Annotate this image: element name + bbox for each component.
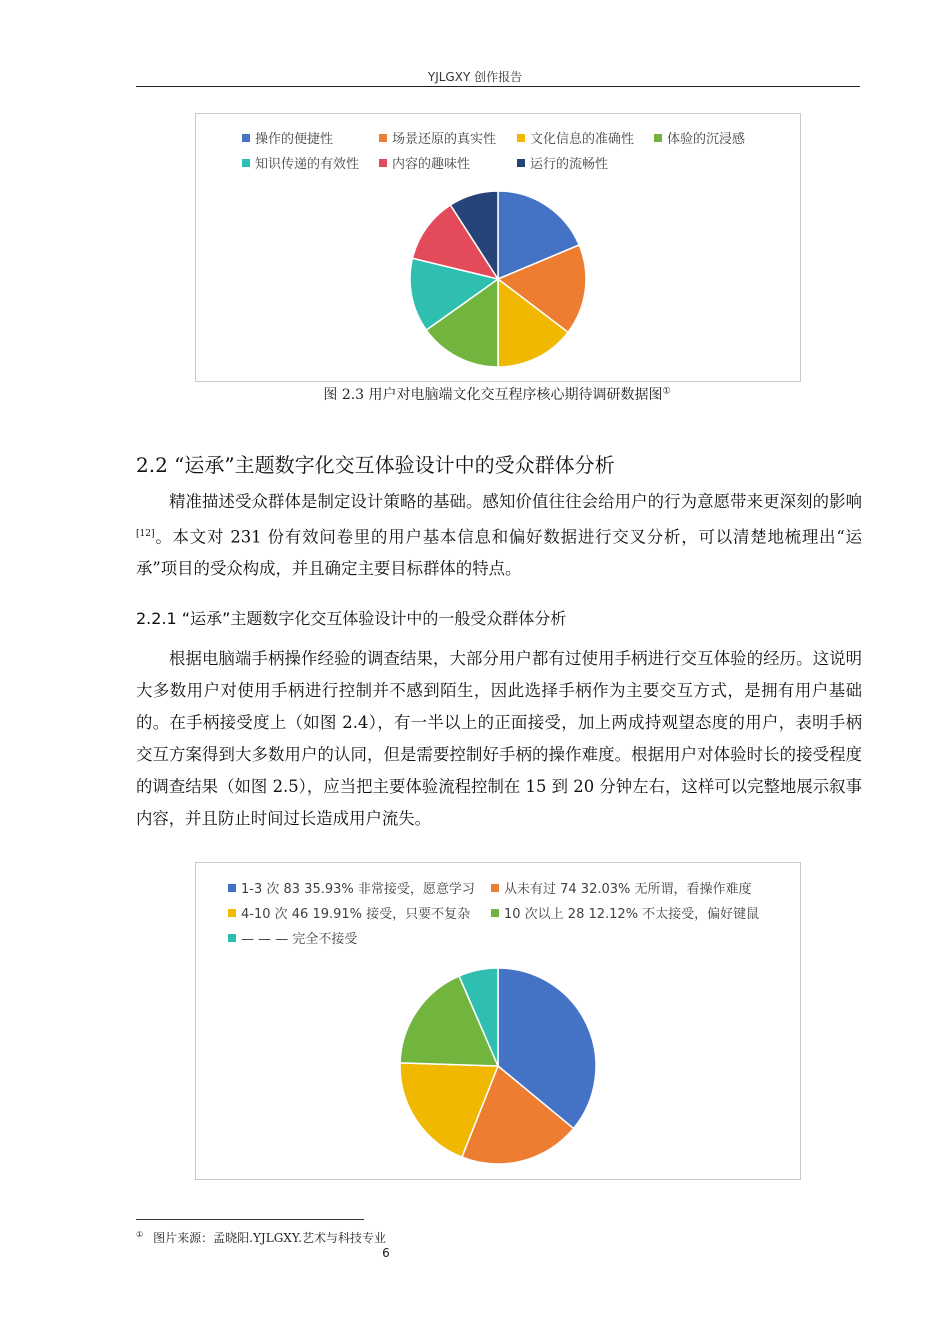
legend-label: 内容的趣味性 <box>392 157 471 172</box>
chart-expectations <box>195 113 801 382</box>
paragraph-audience <box>136 486 862 585</box>
chart-gamepad-acceptance <box>195 862 801 1180</box>
subsection-heading: 2.2.1 “运承”主题数字化交互体验设计中的一般受众群体分析 <box>136 609 567 628</box>
legend-label: — — — 完全不接受 <box>241 932 358 947</box>
legend-label: 10 次以上 28 12.12% 不太接受，偏好键鼠 <box>504 907 760 922</box>
paragraph-text: 精准描述受众群体是制定设计策略的基础。感知价值往往会给用户的行为意愿带来更深刻的影响 <box>169 492 862 511</box>
paragraph-gamepad: 根据电脑端手柄操作经验的调查结果，大部分用户都有过使用手柄进行交互体验的经历。这说明大多数用户对使用手柄进行控制并不感到陌生，因此选择手柄作为主要交互方式，是拥有用户基础的。在手柄接受度上（如图 2.4），有一半以上的正面接受，加上两成持观望态度的用户，表明手柄交互方案得到大多数用户的认同，但是需要控制好手柄的操作难度。根据用户对体验时长的接受程度的调查结果（如图 2.5），应当把主要体验流程控制在 15 到 20 分钟左右，这样可以完整地展示叙事内容，并且防止时间过长造成用户流失。 <box>136 649 862 828</box>
citation-ref: [12] <box>136 529 155 539</box>
footnote-mark: ① <box>136 1230 144 1239</box>
caption-text: 图 2.3 用户对电脑端文化交互程序核心期待调研数据图 <box>323 387 663 403</box>
caption-footnote-mark: ① <box>662 386 671 397</box>
paragraph-text-cont: 。本文对 231 份有效问卷里的用户基本信息和偏好数据进行交叉分析，可以清楚地梳理出“运承”项目的受众构成，并且确定主要目标群体的特点。 <box>136 527 862 579</box>
legend-label: 1-3 次 83 35.93% 非常接受，愿意学习 <box>241 882 475 897</box>
page-number: 6 <box>382 1246 390 1260</box>
footnote-rule <box>136 1219 364 1220</box>
page-header: YJLGXY 创作报告 <box>427 70 523 84</box>
header-rule <box>136 86 860 87</box>
pie-chart <box>196 863 800 1179</box>
footnote-text: 图片来源：孟晓阳.YJLGXY.艺术与科技专业 <box>153 1231 387 1245</box>
figure-caption <box>0 384 950 404</box>
legend-label: 操作的便捷性 <box>255 132 334 147</box>
footnote <box>136 1229 386 1246</box>
legend-label: 4-10 次 46 19.91% 接受，只要不复杂 <box>241 907 471 922</box>
legend-label: 文化信息的准确性 <box>530 132 635 147</box>
legend-label: 体验的沉浸感 <box>667 132 746 147</box>
legend-label: 运行的流畅性 <box>530 157 609 172</box>
legend-label: 知识传递的有效性 <box>255 157 360 172</box>
legend-label: 场景还原的真实性 <box>392 132 497 147</box>
legend-label: 从未有过 74 32.03% 无所谓，看操作难度 <box>504 882 752 897</box>
pie-chart <box>196 114 800 381</box>
section-heading: 2.2 “运承”主题数字化交互体验设计中的受众群体分析 <box>136 453 615 477</box>
